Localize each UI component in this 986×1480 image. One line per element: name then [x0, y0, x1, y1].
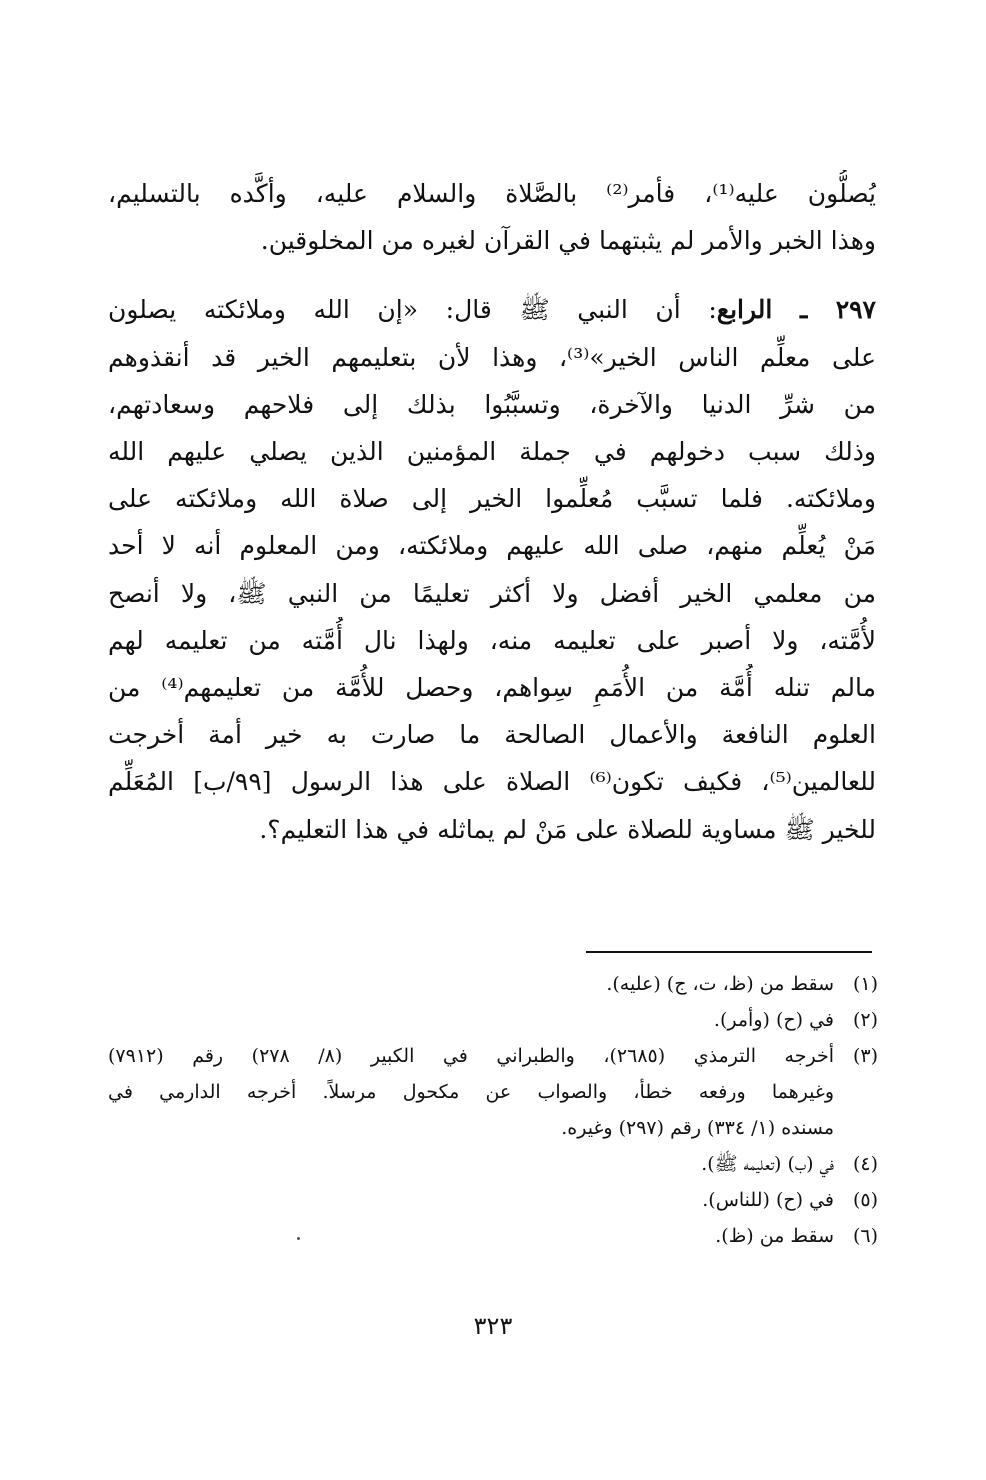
footnote-body	[108, 1038, 834, 1146]
footnote-number: (٦)	[852, 1225, 878, 1247]
footnote-1	[108, 966, 878, 1002]
footnote-divider	[586, 951, 872, 953]
text-line: للعالمين⁽⁵⁾، فكيف تكون⁽⁶⁾ الصلاة على هذا الرسول [٩٩/ب] المُعَلِّم	[108, 767, 876, 797]
text-line: على معلِّم الناس الخير»⁽³⁾، وهذا لأن بتعليمهم الخير قد أنقذوهم	[108, 342, 876, 372]
footnote-number: (٢)	[852, 1009, 878, 1031]
text-line: العلوم النافعة والأعمال الصالحة ما صارت به خير أمة أخرجت	[108, 720, 876, 750]
text-line	[108, 286, 876, 333]
footnote-body	[108, 966, 834, 1002]
text-line: يُصلُّون عليه⁽¹⁾، فأمر⁽²⁾ بالصَّلاة والسلام عليه، وأكَّده بالتسليم،	[108, 179, 876, 208]
footnote-line: في (ب) (تعليمه ﷺ).	[701, 1153, 834, 1175]
text-line: وهذا الخبر والأمر لم يثبتهما في القرآن لغيره من المخلوقين.	[260, 226, 876, 256]
page-number: ٣٢٣	[473, 1312, 513, 1340]
scan-speck	[297, 1237, 300, 1240]
footnote-body	[108, 1218, 834, 1254]
footnote-line: سقط من (ظ، ت، ج) (عليه).	[606, 973, 834, 995]
footnote-body	[108, 1182, 834, 1218]
footnote-line: في (ح) (للناس).	[702, 1189, 834, 1211]
text-line: وملائكته. فلما تسبَّب مُعلِّموا الخير إلى صلاة الله وملائكته على	[108, 484, 876, 514]
text-line: من شرِّ الدنيا والآخرة، وتسبَّبُوا بذلك إلى فلاحهم وسعادتهم،	[108, 389, 876, 419]
text-line: لأُمَّته، ولا أصبر على تعليمه منه، ولهذا نال أُمَّته من تعليمه لهم	[108, 625, 876, 655]
paragraph-1	[108, 170, 876, 264]
footnote-number: (١)	[852, 973, 878, 995]
footnote-line: سقط من (ظ).	[715, 1225, 834, 1247]
text-line: وذلك سبب دخولهم في جملة المؤمنين الذين يصلي عليهم الله	[108, 437, 876, 467]
text-run: : أن النبي ﷺ قال: «إن الله وملائكته يصلون	[108, 295, 717, 325]
text-line: مالم تنله أُمَّة من الأُمَمِ سِواهم، وحصل للأُمَّة من تعليمهم⁽⁴⁾ من	[108, 673, 876, 703]
footnote-line: في (ح) (وأمر).	[713, 1009, 834, 1031]
section-heading: الرابع	[716, 295, 773, 325]
text-line: مَنْ يُعلِّم منهم، صلى الله عليهم وملائكته، ومن المعلوم أنه لا أحد	[108, 531, 876, 561]
footnote-line: وغيرهما ورفعه خطأ، والصواب عن مكحول مرسلاً. أخرجه الدارمي في	[108, 1081, 834, 1103]
footnote-number: (٤)	[852, 1153, 878, 1175]
footnote-body	[108, 1002, 834, 1038]
footnotes	[108, 966, 878, 1254]
footnote-6	[108, 1218, 878, 1254]
footnote-4	[108, 1146, 878, 1182]
footnote-5	[108, 1182, 878, 1218]
footnote-number: (٥)	[852, 1189, 878, 1211]
footnote-body	[108, 1146, 834, 1182]
main-text	[108, 170, 876, 853]
footnote-line: أخرجه الترمذي (٢٦٨٥)، والطبراني في الكبير (٨/ ٢٧٨) رقم (٧٩١٢)	[108, 1045, 834, 1067]
footnote-2	[108, 1002, 878, 1038]
section-number: ٢٩٧ ـ	[799, 295, 876, 325]
footnote-line: مسنده (١/ ٣٣٤) رقم (٢٩٧) وغيره.	[561, 1117, 834, 1139]
footnote-number: (٣)	[852, 1045, 878, 1067]
footnote-3	[108, 1038, 878, 1146]
paragraph-2	[108, 286, 876, 852]
text-line: للخير ﷺ مساوية للصلاة على مَنْ لم يماثله في هذا التعليم؟.	[259, 814, 876, 844]
text-line: من معلمي الخير أفضل ولا أكثر تعليمًا من النبي ﷺ، ولا أنصح	[108, 578, 876, 608]
